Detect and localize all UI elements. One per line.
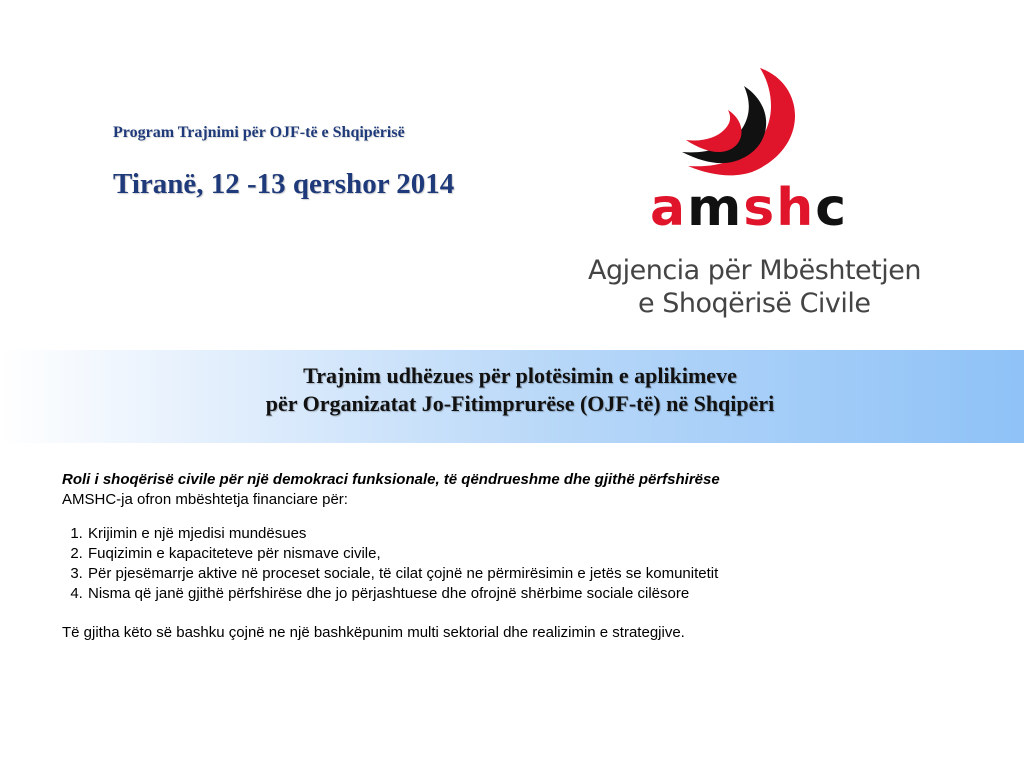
- list-item: 1. Krijimin e një mjedisi mundësues: [87, 524, 1002, 544]
- closing-sentence: Të gjitha këto së bashku çojnë ne një bashkëpunim multi sektorial dhe realizimin e strategjive.: [62, 624, 685, 641]
- small-red-swoosh-mark: [686, 110, 741, 152]
- amshc-wordmark: [650, 178, 849, 238]
- list-item: 4. Nisma që janë gjithë përfshirëse dhe jo përjashtuese dhe ofrojnë shërbime sociale cilësore: [87, 584, 1002, 604]
- wordmark-a: a: [650, 178, 688, 238]
- body-content: [62, 470, 1002, 643]
- support-list: [62, 524, 1002, 604]
- agency-name-line2: e Shoqërisë Civile: [638, 288, 871, 319]
- banner-title-line2: për Organizatat Jo-Fitimprurëse (OJF-të) në Shqipëri: [265, 391, 775, 416]
- wordmark-c: c: [815, 178, 849, 238]
- banner-title: [0, 362, 1024, 418]
- lead-sentence: AMSHC-ja ofron mbështetja financiare për:: [62, 491, 348, 508]
- program-subtitle: Program Trajnimi për OJF-të e Shqipërisë: [113, 124, 405, 141]
- wordmark-m: m: [687, 178, 744, 238]
- list-item: 3. Për pjesëmarrje aktive në proceset sociale, të cilat çojnë ne përmirësimin e jetës se komunitetit: [87, 564, 1002, 584]
- banner-title-line1: Trajnim udhëzues për plotësimin e aplikimeve: [303, 363, 737, 388]
- intro-heading: Roli i shoqërisë civile për një demokraci funksionale, të qëndrueshme dhe gjithë përfshirëse: [62, 471, 720, 488]
- event-date-title: Tiranë, 12 -13 qershor 2014: [113, 168, 455, 200]
- list-item: 2. Fuqizimin e kapaciteteve për nismave civile,: [87, 544, 1002, 564]
- wordmark-sh: sh: [743, 178, 816, 238]
- agency-name-line1: Agjencia për Mbështetjen: [588, 255, 921, 286]
- amshc-swoosh-logo-icon: [678, 66, 808, 178]
